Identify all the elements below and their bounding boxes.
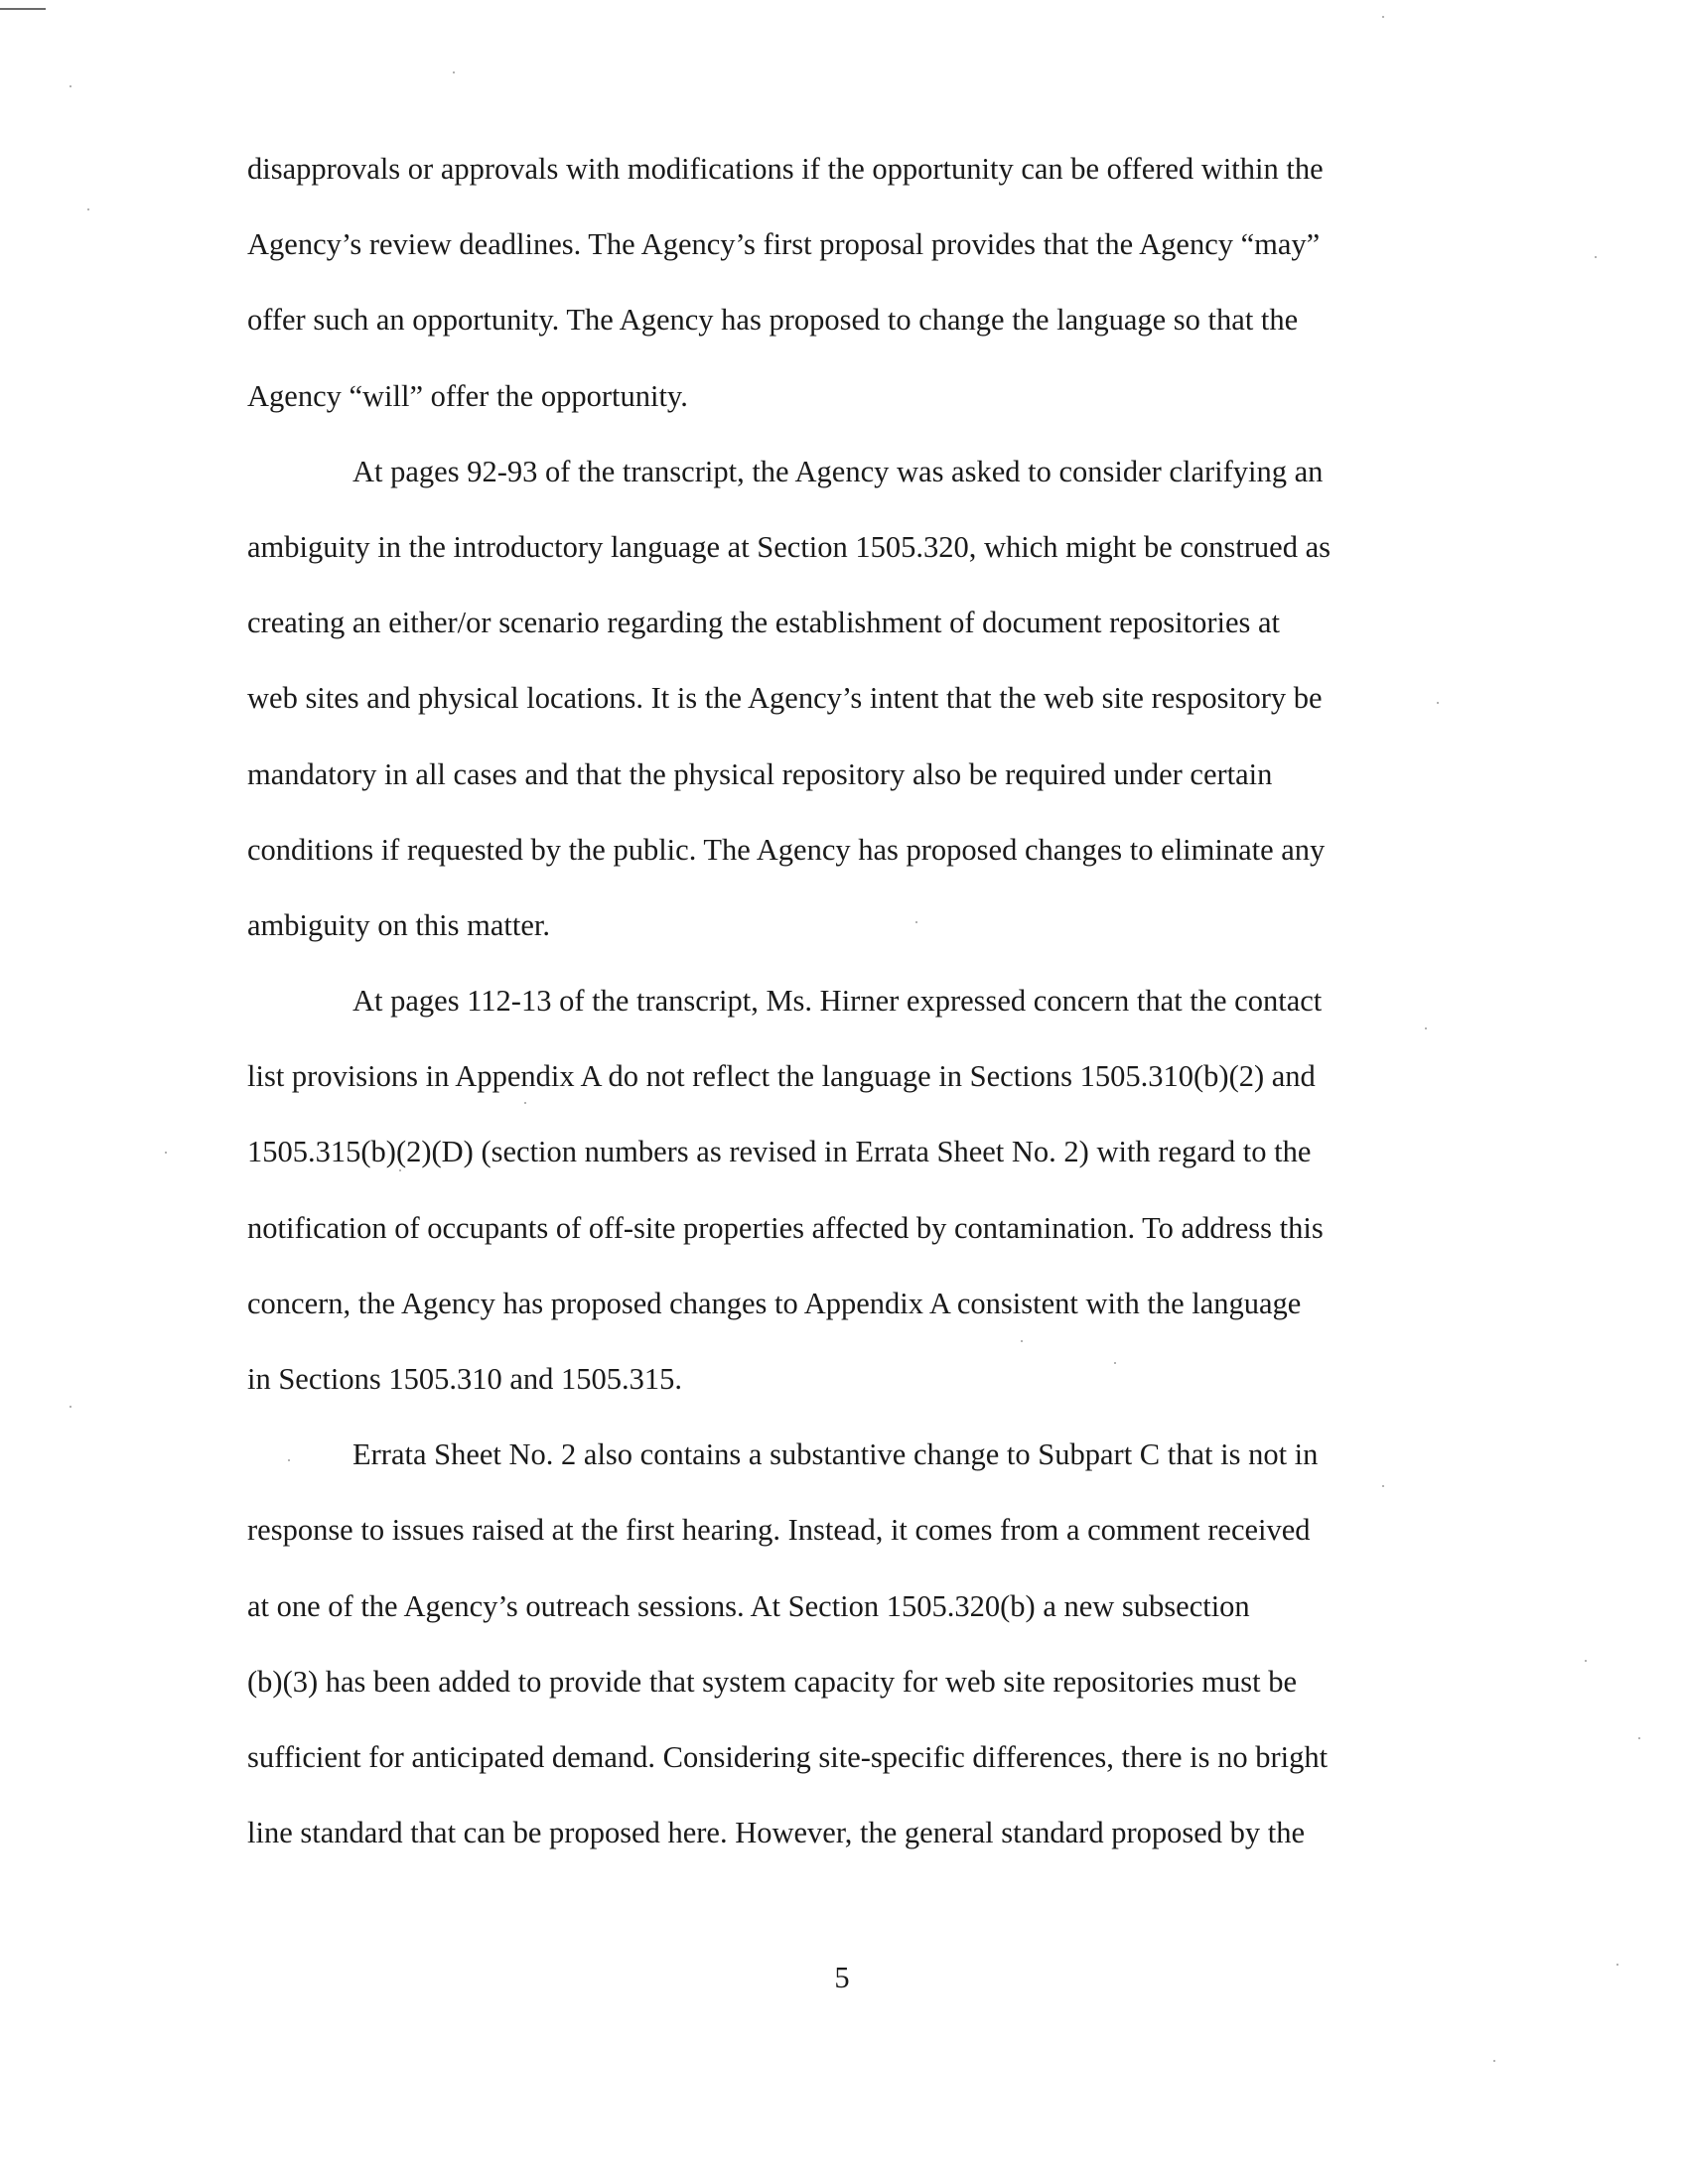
page-number: 5 bbox=[834, 1961, 850, 1994]
text-line: ambiguity on this matter. bbox=[247, 907, 550, 942]
scan-speck bbox=[1493, 2060, 1495, 2062]
text-line: sufficient for anticipated demand. Considering site-specific differences, there is no bright bbox=[247, 1739, 1329, 1774]
text-line: At pages 112-13 of the transcript, Ms. Hirner expressed concern that the contact bbox=[352, 984, 1323, 1019]
text-line: mandatory in all cases and that the physical repository also be required under certain bbox=[247, 756, 1273, 791]
scan-speck bbox=[1595, 256, 1597, 258]
text-line: At pages 92-93 of the transcript, the Agency was asked to consider clarifying an bbox=[352, 454, 1324, 488]
scan-speck bbox=[1585, 1660, 1587, 1662]
text-line: web sites and physical locations. It is the Agency’s intent that the web site respository be bbox=[247, 681, 1323, 716]
paragraph-1 bbox=[247, 131, 1439, 434]
scan-speck bbox=[1382, 16, 1384, 18]
text-line: Agency’s review deadlines. The Agency’s first proposal provides that the Agency “may” bbox=[247, 227, 1321, 262]
text-line: concern, the Agency has proposed changes to Appendix A consistent with the language bbox=[247, 1286, 1302, 1320]
text-line: ambiguity in the introductory language at Section 1505.320, which might be construed as bbox=[247, 529, 1332, 564]
body-text bbox=[247, 131, 1439, 1870]
text-line: Errata Sheet No. 2 also contains a substantive change to Subpart C that is not in bbox=[352, 1437, 1319, 1472]
text-line: creating an either/or scenario regarding the establishment of document repositories at bbox=[247, 606, 1281, 640]
text-line: conditions if requested by the public. The Agency has proposed changes to eliminate any bbox=[247, 832, 1326, 867]
scan-speck bbox=[1638, 1737, 1640, 1739]
text-line: 1505.315(b)(2)(D) (section numbers as revised in Errata Sheet No. 2) with regard to the bbox=[247, 1135, 1312, 1169]
text-line: disapprovals or approvals with modifications if the opportunity can be offered within the bbox=[247, 152, 1324, 186]
scan-speck bbox=[165, 1152, 167, 1154]
text-line: in Sections 1505.310 and 1505.315. bbox=[247, 1362, 682, 1396]
text-line: (b)(3) has been added to provide that system capacity for web site repositories must be bbox=[247, 1664, 1298, 1699]
text-line: list provisions in Appendix A do not reflect the language in Sections 1505.310(b)(2) and bbox=[247, 1059, 1316, 1094]
text-line: line standard that can be proposed here. However, the general standard proposed by the bbox=[247, 1816, 1306, 1850]
scan-speck bbox=[453, 71, 455, 73]
text-line: at one of the Agency’s outreach sessions. At Section 1505.320(b) a new subsection bbox=[247, 1588, 1250, 1623]
text-line: response to issues raised at the first hearing. Instead, it comes from a comment received bbox=[247, 1513, 1311, 1548]
text-line: notification of occupants of off-site properties affected by contamination. To address this bbox=[247, 1210, 1324, 1245]
paragraph-4 bbox=[247, 1417, 1439, 1870]
scan-speck bbox=[70, 1406, 71, 1408]
text-line: offer such an opportunity. The Agency has proposed to change the language so that the bbox=[247, 303, 1299, 338]
paragraph-3 bbox=[247, 963, 1439, 1417]
paragraph-2 bbox=[247, 434, 1439, 963]
text-line: Agency “will” offer the opportunity. bbox=[247, 378, 688, 413]
scan-speck bbox=[87, 208, 89, 210]
scan-corner-mark bbox=[0, 8, 46, 10]
scan-speck bbox=[70, 85, 71, 87]
